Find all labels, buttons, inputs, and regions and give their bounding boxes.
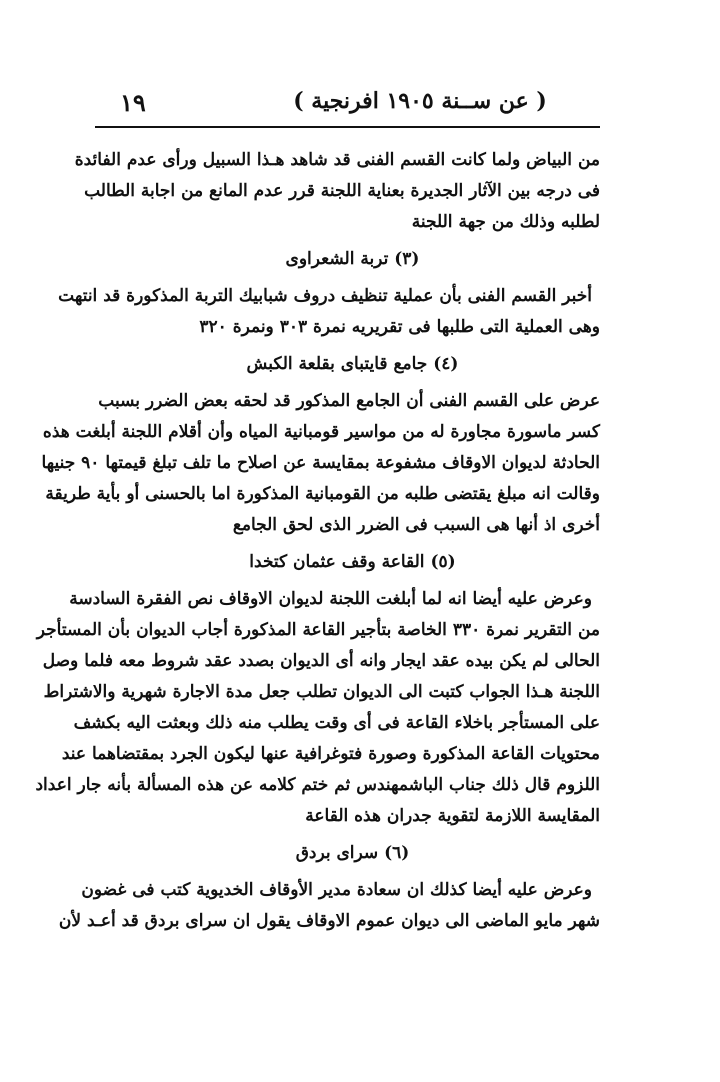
text-line: محتويات القاعة المذكورة وصورة فتوغرافية عنها ليكون الجرد بمقتضاهما عند <box>61 744 600 764</box>
text-line: أخرى اذ أنها هى السبب فى الضرر الذى لحق الجامع <box>232 515 600 535</box>
section-heading: (٥) القاعة وقف عثمان كتخدا <box>249 552 456 572</box>
text-line: اللجنة هـذا الجواب كتبت الى الديوان تطلب جعل مدة الاجارة شهرية والاشتراط <box>43 682 600 702</box>
text-line: عرض على القسم الفنى أن الجامع المذكور قد لحقه بعض الضرر بسبب <box>98 391 600 411</box>
text-line: وعرض عليه أيضا كذلك ان سعادة مدير الأوقاف الخديوية كتب فى غضون <box>81 880 592 900</box>
section-heading: (٣) تربة الشعراوى <box>285 249 420 269</box>
text-line: الحالى لم يكن بيده عقد ايجار وانه أى الديوان بصدد عقد شروط معه فلما وصل <box>42 651 600 671</box>
section-heading: (٦) سراى بردق <box>295 843 410 863</box>
running-title: ( عن ســنة ١٩٠٥ افرنجية ) <box>293 88 547 114</box>
text-line: على المستأجر باخلاء القاعة فى أى وقت يطلب منه ذلك وبعثت اليه بكشف <box>73 713 600 733</box>
section-heading: (٤) جامع قايتباى بقلعة الكبش <box>246 354 459 374</box>
page-header <box>105 82 600 120</box>
page-number: ١٩ <box>120 88 146 117</box>
body-text <box>35 145 600 937</box>
text-line: من البياض ولما كانت القسم الفنى قد شاهد هـذا السبيل ورأى عدم الفائدة <box>74 150 600 170</box>
text-line: أخبر القسم الفنى بأن عملية تنظيف دروف شبابيك التربة المذكورة قد انتهت <box>58 286 592 306</box>
text-line: المقايسة اللازمة لتقوية جدران هذه القاعة <box>305 806 600 826</box>
text-line: وهى العملية التى طلبها فى تقريريه نمرة ٣٠٣ ونمرة ٣٢٠ <box>199 317 600 337</box>
text-line: كسر ماسورة مجاورة له من مواسير قومبانية المياه وأن أقلام اللجنة أبلغت هذه <box>42 422 600 442</box>
text-line: من التقرير نمرة ٣٣٠ الخاصة بتأجير القاعة المذكورة أجاب الديوان بأن المستأجر <box>36 620 600 640</box>
header-rule <box>95 126 600 128</box>
text-line: لطلبه وذلك من جهة اللجنة <box>411 212 600 232</box>
text-line: الحادثة لديوان الاوقاف مشفوعة بمقايسة عن اصلاح ما تلف تبلغ قيمتها ٩٠ جنيها <box>41 453 600 473</box>
text-line: وعرض عليه أيضا انه لما أبلغت اللجنة لديوان الاوقاف نص الفقرة السادسة <box>69 589 592 609</box>
text-line: اللزوم قال ذلك جناب الباشمهندس ثم ختم كلامه عن هذه المسألة بأنه جار اعداد <box>35 775 600 795</box>
text-line: وقالت انه مبلغ يقتضى طلبه من القومبانية المذكورة اما بالحسنى أو بأية طريقة <box>45 484 600 504</box>
text-line: شهر مايو الماضى الى ديوان عموم الاوقاف يقول ان سراى بردق قد أعـد لأن <box>58 911 600 931</box>
text-line: فى درجه بين الآثار الجديرة بعناية اللجنة قرر عدم المانع من اجابة الطالب <box>84 181 600 201</box>
